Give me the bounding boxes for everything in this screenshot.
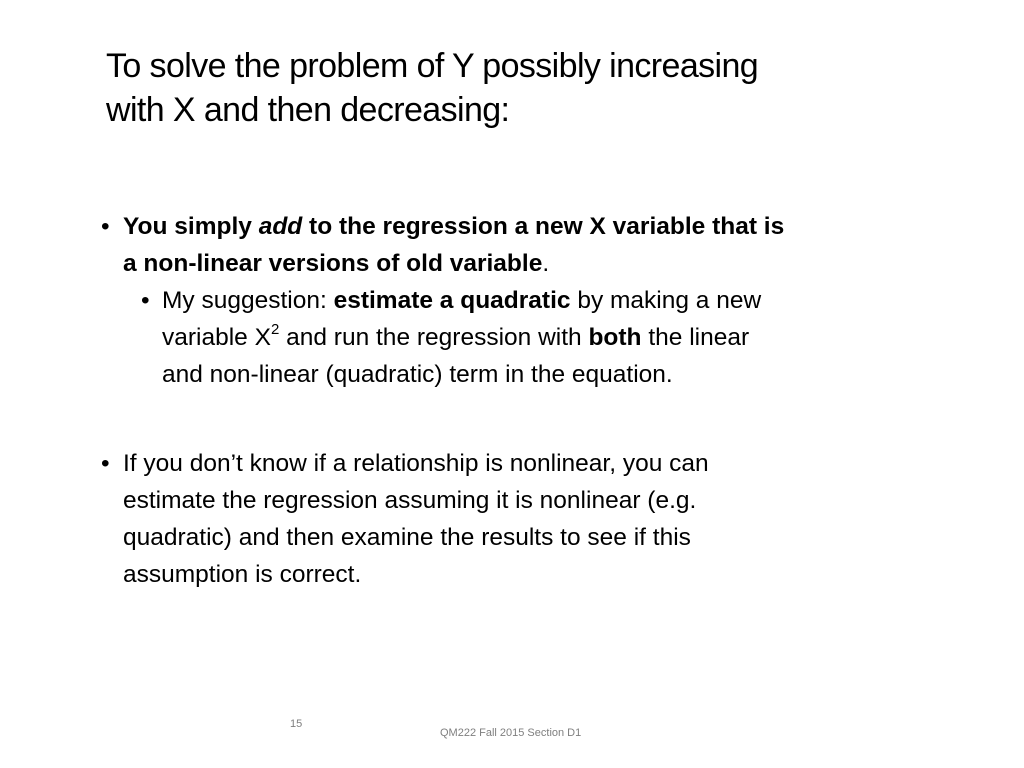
bullet-marker: • bbox=[101, 213, 110, 240]
bullet-1-line-2 bbox=[123, 245, 961, 282]
superscript-2: 2 bbox=[270, 321, 280, 338]
bullet-1-line-2-end: . bbox=[542, 250, 550, 277]
bullet-1-line-2-strong: a non-linear versions of old variable bbox=[123, 250, 543, 277]
sub-bullet-strong-1: estimate a quadratic bbox=[333, 287, 571, 314]
bullet-2-line-2: estimate the regression assuming it is nonlinear (e.g. bbox=[123, 487, 697, 514]
spacer bbox=[101, 393, 961, 445]
footer-text: QM222 Fall 2015 Section D1 bbox=[440, 727, 582, 739]
sub-bullet-line-3: and non-linear (quadratic) term in the equation. bbox=[162, 361, 673, 388]
bullet-item-2 bbox=[101, 445, 961, 593]
bullet-1-emphasis: add bbox=[258, 213, 303, 240]
bullet-2-line-3: quadratic) and then examine the results to see if this bbox=[123, 524, 691, 551]
bullet-1-strong-a: You simply bbox=[123, 213, 259, 240]
sub-bullet-marker: • bbox=[141, 287, 150, 314]
sub-bullet-line-2-c: the linear bbox=[641, 324, 750, 351]
sub-bullet-after-1: by making a new bbox=[570, 287, 762, 314]
sub-bullet-line-2-b: and run the regression with bbox=[279, 324, 589, 351]
sub-bullet-line-2-a: variable X bbox=[162, 324, 271, 351]
bullet-1-strong-b: to the regression a new X variable that is bbox=[302, 213, 785, 240]
bullet-marker: • bbox=[101, 450, 110, 477]
sub-bullet-line-1 bbox=[162, 282, 961, 319]
sub-bullet-item bbox=[101, 282, 961, 393]
title-line-1: To solve the problem of Y possibly increasing bbox=[106, 47, 759, 85]
sub-bullet-strong-2: both bbox=[588, 324, 642, 351]
slide-title bbox=[106, 44, 966, 132]
page-number: 15 bbox=[290, 718, 303, 730]
bullet-2-line-4: assumption is correct. bbox=[123, 561, 362, 588]
slide-body bbox=[101, 208, 961, 593]
bullet-item-1 bbox=[101, 208, 961, 282]
bullet-2-line-1: If you don’t know if a relationship is nonlinear, you can bbox=[123, 450, 709, 477]
sub-bullet-line-2 bbox=[162, 319, 961, 356]
sub-bullet-lead: My suggestion: bbox=[162, 287, 334, 314]
bullet-1-line-1 bbox=[123, 208, 961, 245]
title-line-2: with X and then decreasing: bbox=[106, 91, 510, 129]
